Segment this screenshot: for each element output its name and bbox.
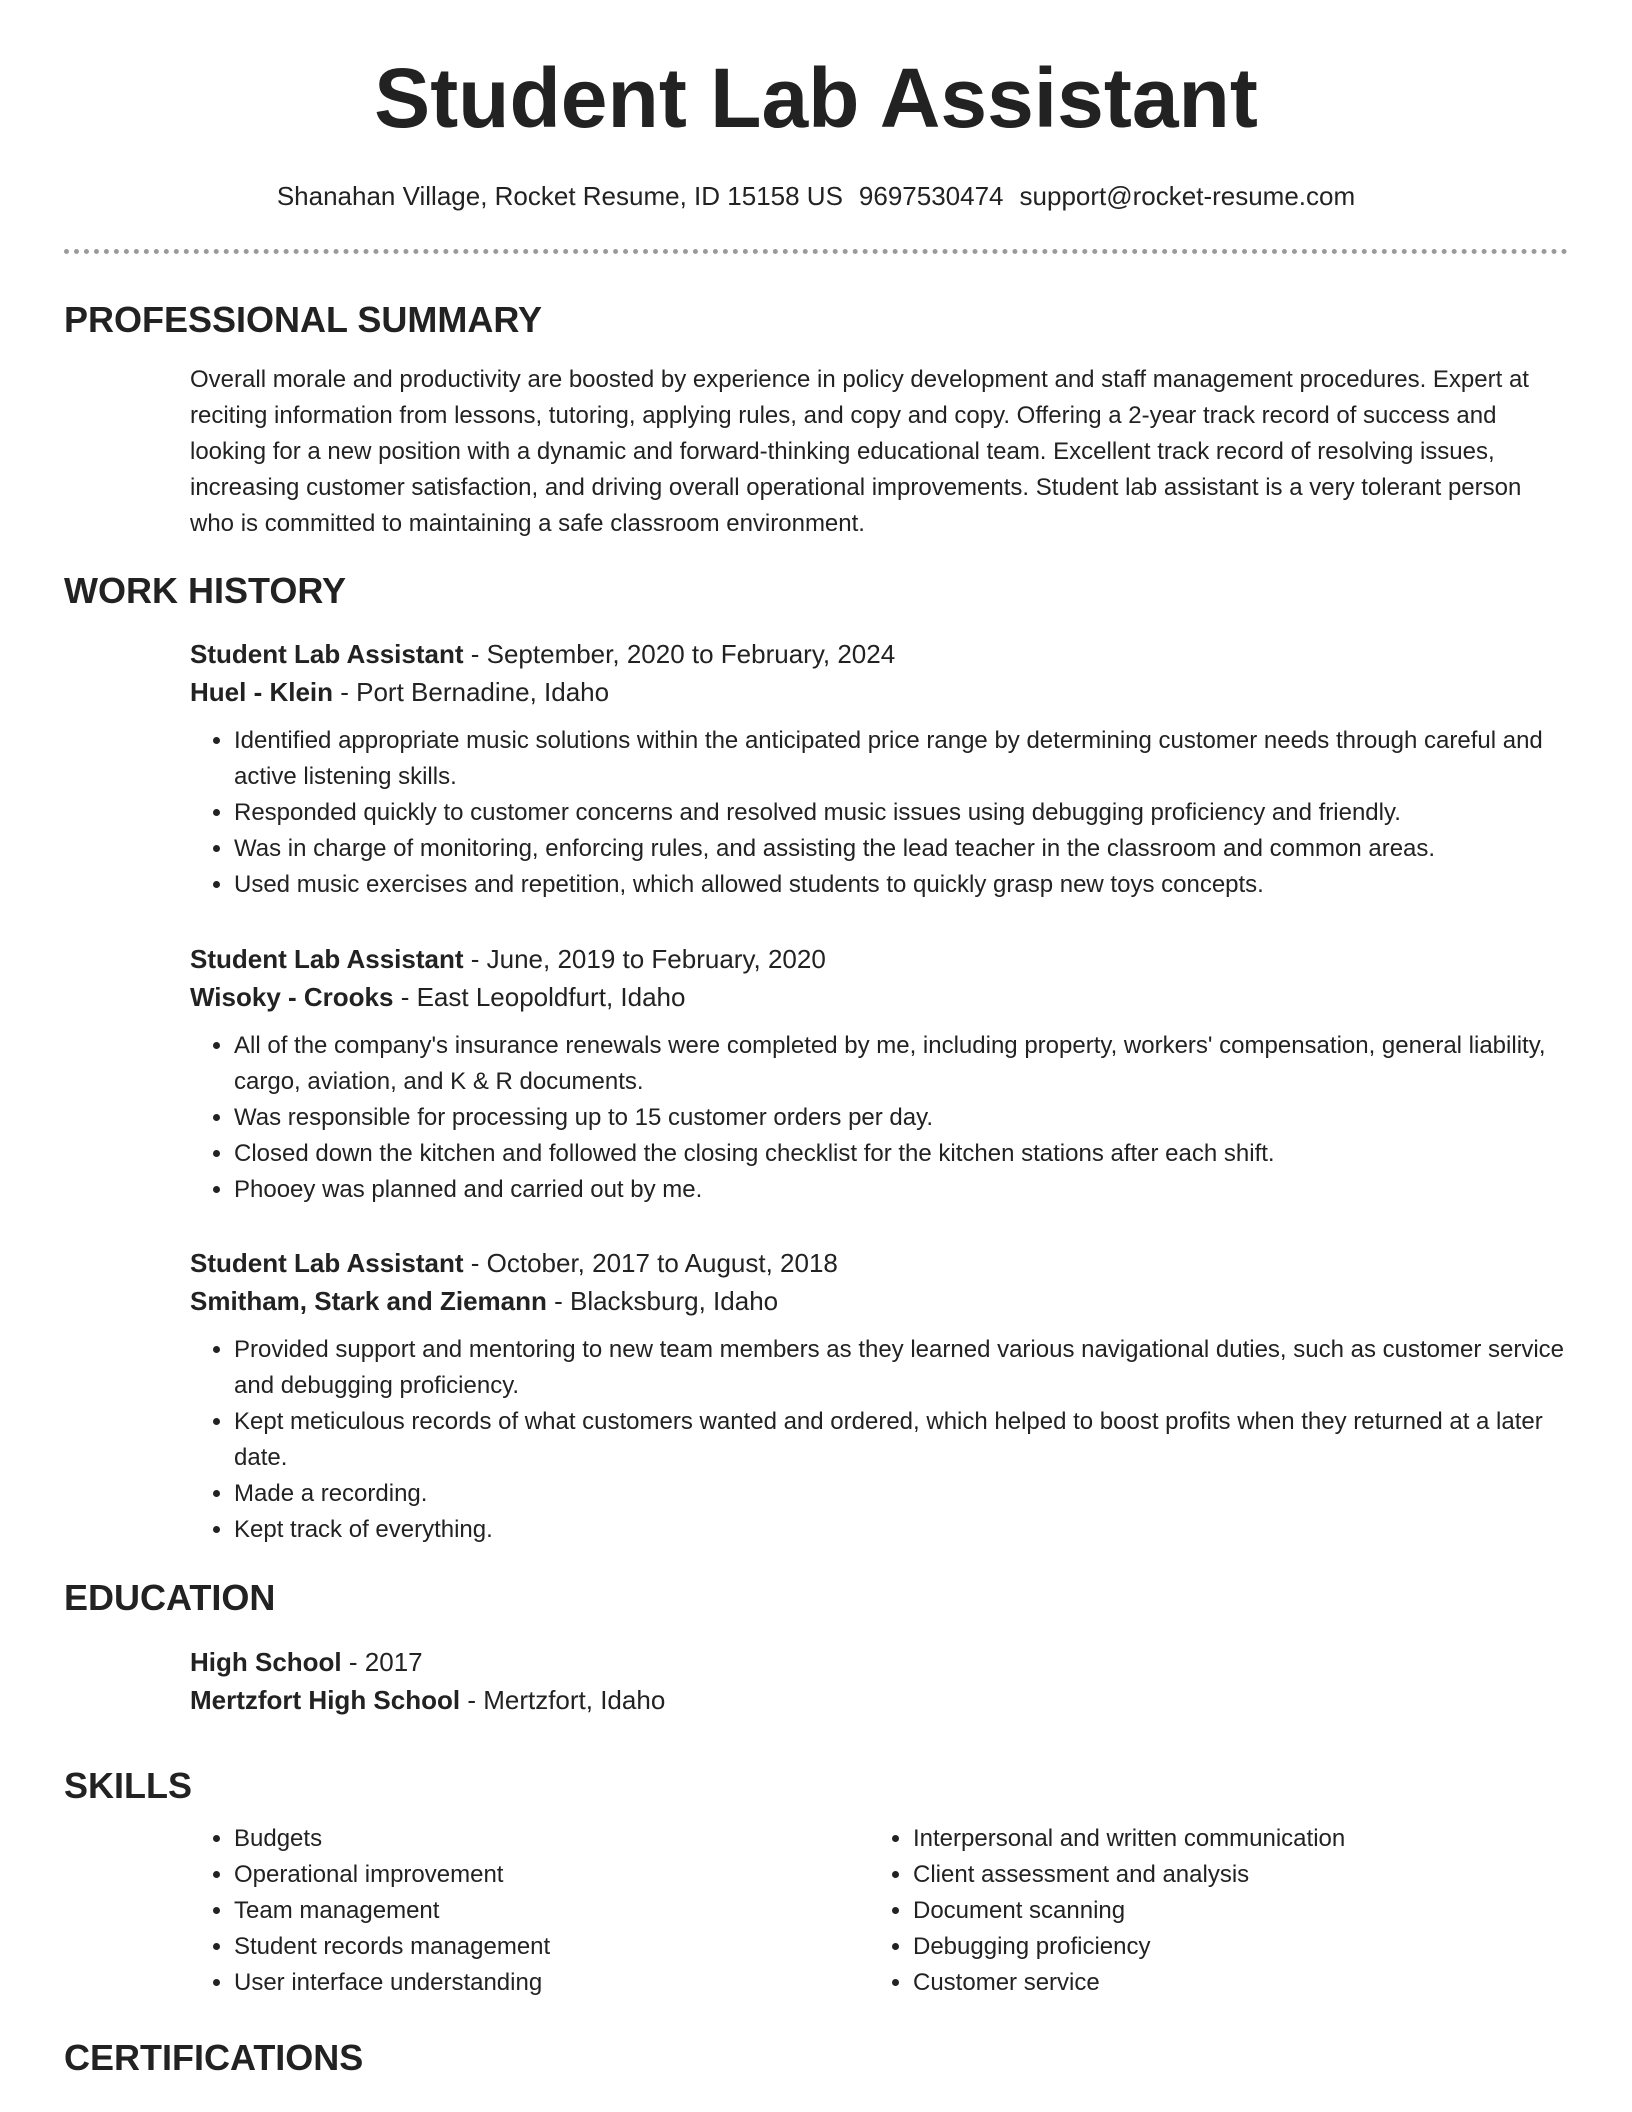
education-degree-line (190, 1643, 1568, 1681)
job-company: Smitham, Stark and Ziemann (190, 1286, 547, 1316)
contact-phone: 9697530474 (858, 181, 1004, 211)
job-dates: - June, 2019 to February, 2020 (463, 944, 826, 974)
job-title-line (190, 635, 1568, 673)
job-bullets (190, 723, 1568, 903)
job-bullet: • Kept meticulous records of what customers wanted and ordered, which helped to boost profits when they returned at a later date. (234, 1404, 1568, 1476)
job-bullet: • Was responsible for processing up to 15 customer orders per day. (234, 1100, 1568, 1136)
contact-email: support@rocket-resume.com (1019, 181, 1356, 211)
job-company: Wisoky - Crooks (190, 982, 394, 1012)
skill-item: • Team management (234, 1893, 790, 1929)
skills-column-left (190, 1821, 790, 2001)
job-dates: - September, 2020 to February, 2024 (463, 639, 896, 669)
job-dates: - October, 2017 to August, 2018 (463, 1248, 838, 1278)
skill-item: • Student records management (234, 1929, 790, 1965)
skill-item: • Customer service (913, 1965, 1469, 2001)
summary-text: Overall morale and productivity are boosted by experience in policy development and staff management procedures. Expert at reciting information from lessons, tutoring, applying rules, and copy and copy. Offering a 2-year track record of success and looking for a new position with a dynamic and forward-thinking educational team. Excellent track record of resolving issues, increasing customer satisfaction, and driving overall operational improvements. Student lab assistant is a very tolerant person who is committed to maintaining a safe classroom environment. (190, 366, 1529, 537)
skill-item: • Budgets (234, 1821, 790, 1857)
skill-item: • Document scanning (913, 1893, 1469, 1929)
section-title-certifications: CERTIFICATIONS (64, 2037, 364, 2078)
skill-item: • Operational improvement (234, 1857, 790, 1893)
skill-item: • Client assessment and analysis (913, 1857, 1469, 1893)
skill-item: • Debugging proficiency (913, 1929, 1469, 1965)
job-entry (190, 635, 1568, 903)
education-year: - 2017 (341, 1647, 423, 1677)
job-bullet: • Responded quickly to customer concerns and resolved music issues using debugging proficiency and friendly. (234, 795, 1568, 831)
job-bullets (190, 1332, 1568, 1548)
job-title: Student Lab Assistant (190, 639, 464, 669)
section-title-work: WORK HISTORY (64, 570, 347, 611)
job-title: Student Lab Assistant (190, 1248, 464, 1278)
job-title-line (190, 940, 1568, 978)
section-title-summary: PROFESSIONAL SUMMARY (64, 299, 543, 340)
job-entry (190, 1244, 1568, 1548)
job-bullet: • Identified appropriate music solutions within the anticipated price range by determining customer needs through careful and active listening skills. (234, 723, 1568, 795)
job-bullet: • All of the company's insurance renewals were completed by me, including property, workers' compensation, general liability, cargo, aviation, and K & R documents. (234, 1028, 1568, 1100)
job-title: Student Lab Assistant (190, 944, 464, 974)
contact-line (0, 180, 1632, 214)
education-entry (190, 1643, 1568, 1719)
education-location: - Mertzfort, Idaho (460, 1685, 666, 1715)
section-title-skills: SKILLS (64, 1765, 193, 1806)
job-company-line (190, 1282, 1568, 1320)
job-bullet: • Closed down the kitchen and followed the closing checklist for the kitchen stations after each shift. (234, 1136, 1568, 1172)
job-bullet: • Used music exercises and repetition, which allowed students to quickly grasp new toys concepts. (234, 867, 1568, 903)
section-title-education: EDUCATION (64, 1577, 276, 1618)
skill-item: • User interface understanding (234, 1965, 790, 2001)
education-school-line (190, 1681, 1568, 1719)
education-school: Mertzfort High School (190, 1685, 461, 1715)
job-company-line (190, 673, 1568, 711)
job-bullet: • Phooey was planned and carried out by me. (234, 1172, 1568, 1208)
job-bullet: • Provided support and mentoring to new team members as they learned various navigational duties, such as customer service and debugging proficiency. (234, 1332, 1568, 1404)
job-bullet: • Made a recording. (234, 1476, 1568, 1512)
skills-column-right (869, 1821, 1469, 2001)
header-divider (64, 249, 1568, 254)
job-bullet: • Kept track of everything. (234, 1512, 1568, 1548)
job-company-line (190, 978, 1568, 1016)
page-title: Student Lab Assistant (374, 51, 1258, 145)
education-degree: High School (190, 1647, 342, 1677)
summary-block (190, 362, 1568, 542)
skill-item: • Interpersonal and written communication (913, 1821, 1469, 1857)
job-location: - Port Bernadine, Idaho (333, 677, 610, 707)
job-location: - Blacksburg, Idaho (546, 1286, 779, 1316)
job-entry (190, 940, 1568, 1208)
job-bullets (190, 1028, 1568, 1208)
job-bullet: • Was in charge of monitoring, enforcing rules, and assisting the lead teacher in the classroom and common areas. (234, 831, 1568, 867)
job-company: Huel - Klein (190, 677, 334, 707)
job-location: - East Leopoldfurt, Idaho (393, 982, 686, 1012)
contact-address: Shanahan Village, Rocket Resume, ID 15158 US (276, 181, 843, 211)
job-title-line (190, 1244, 1568, 1282)
